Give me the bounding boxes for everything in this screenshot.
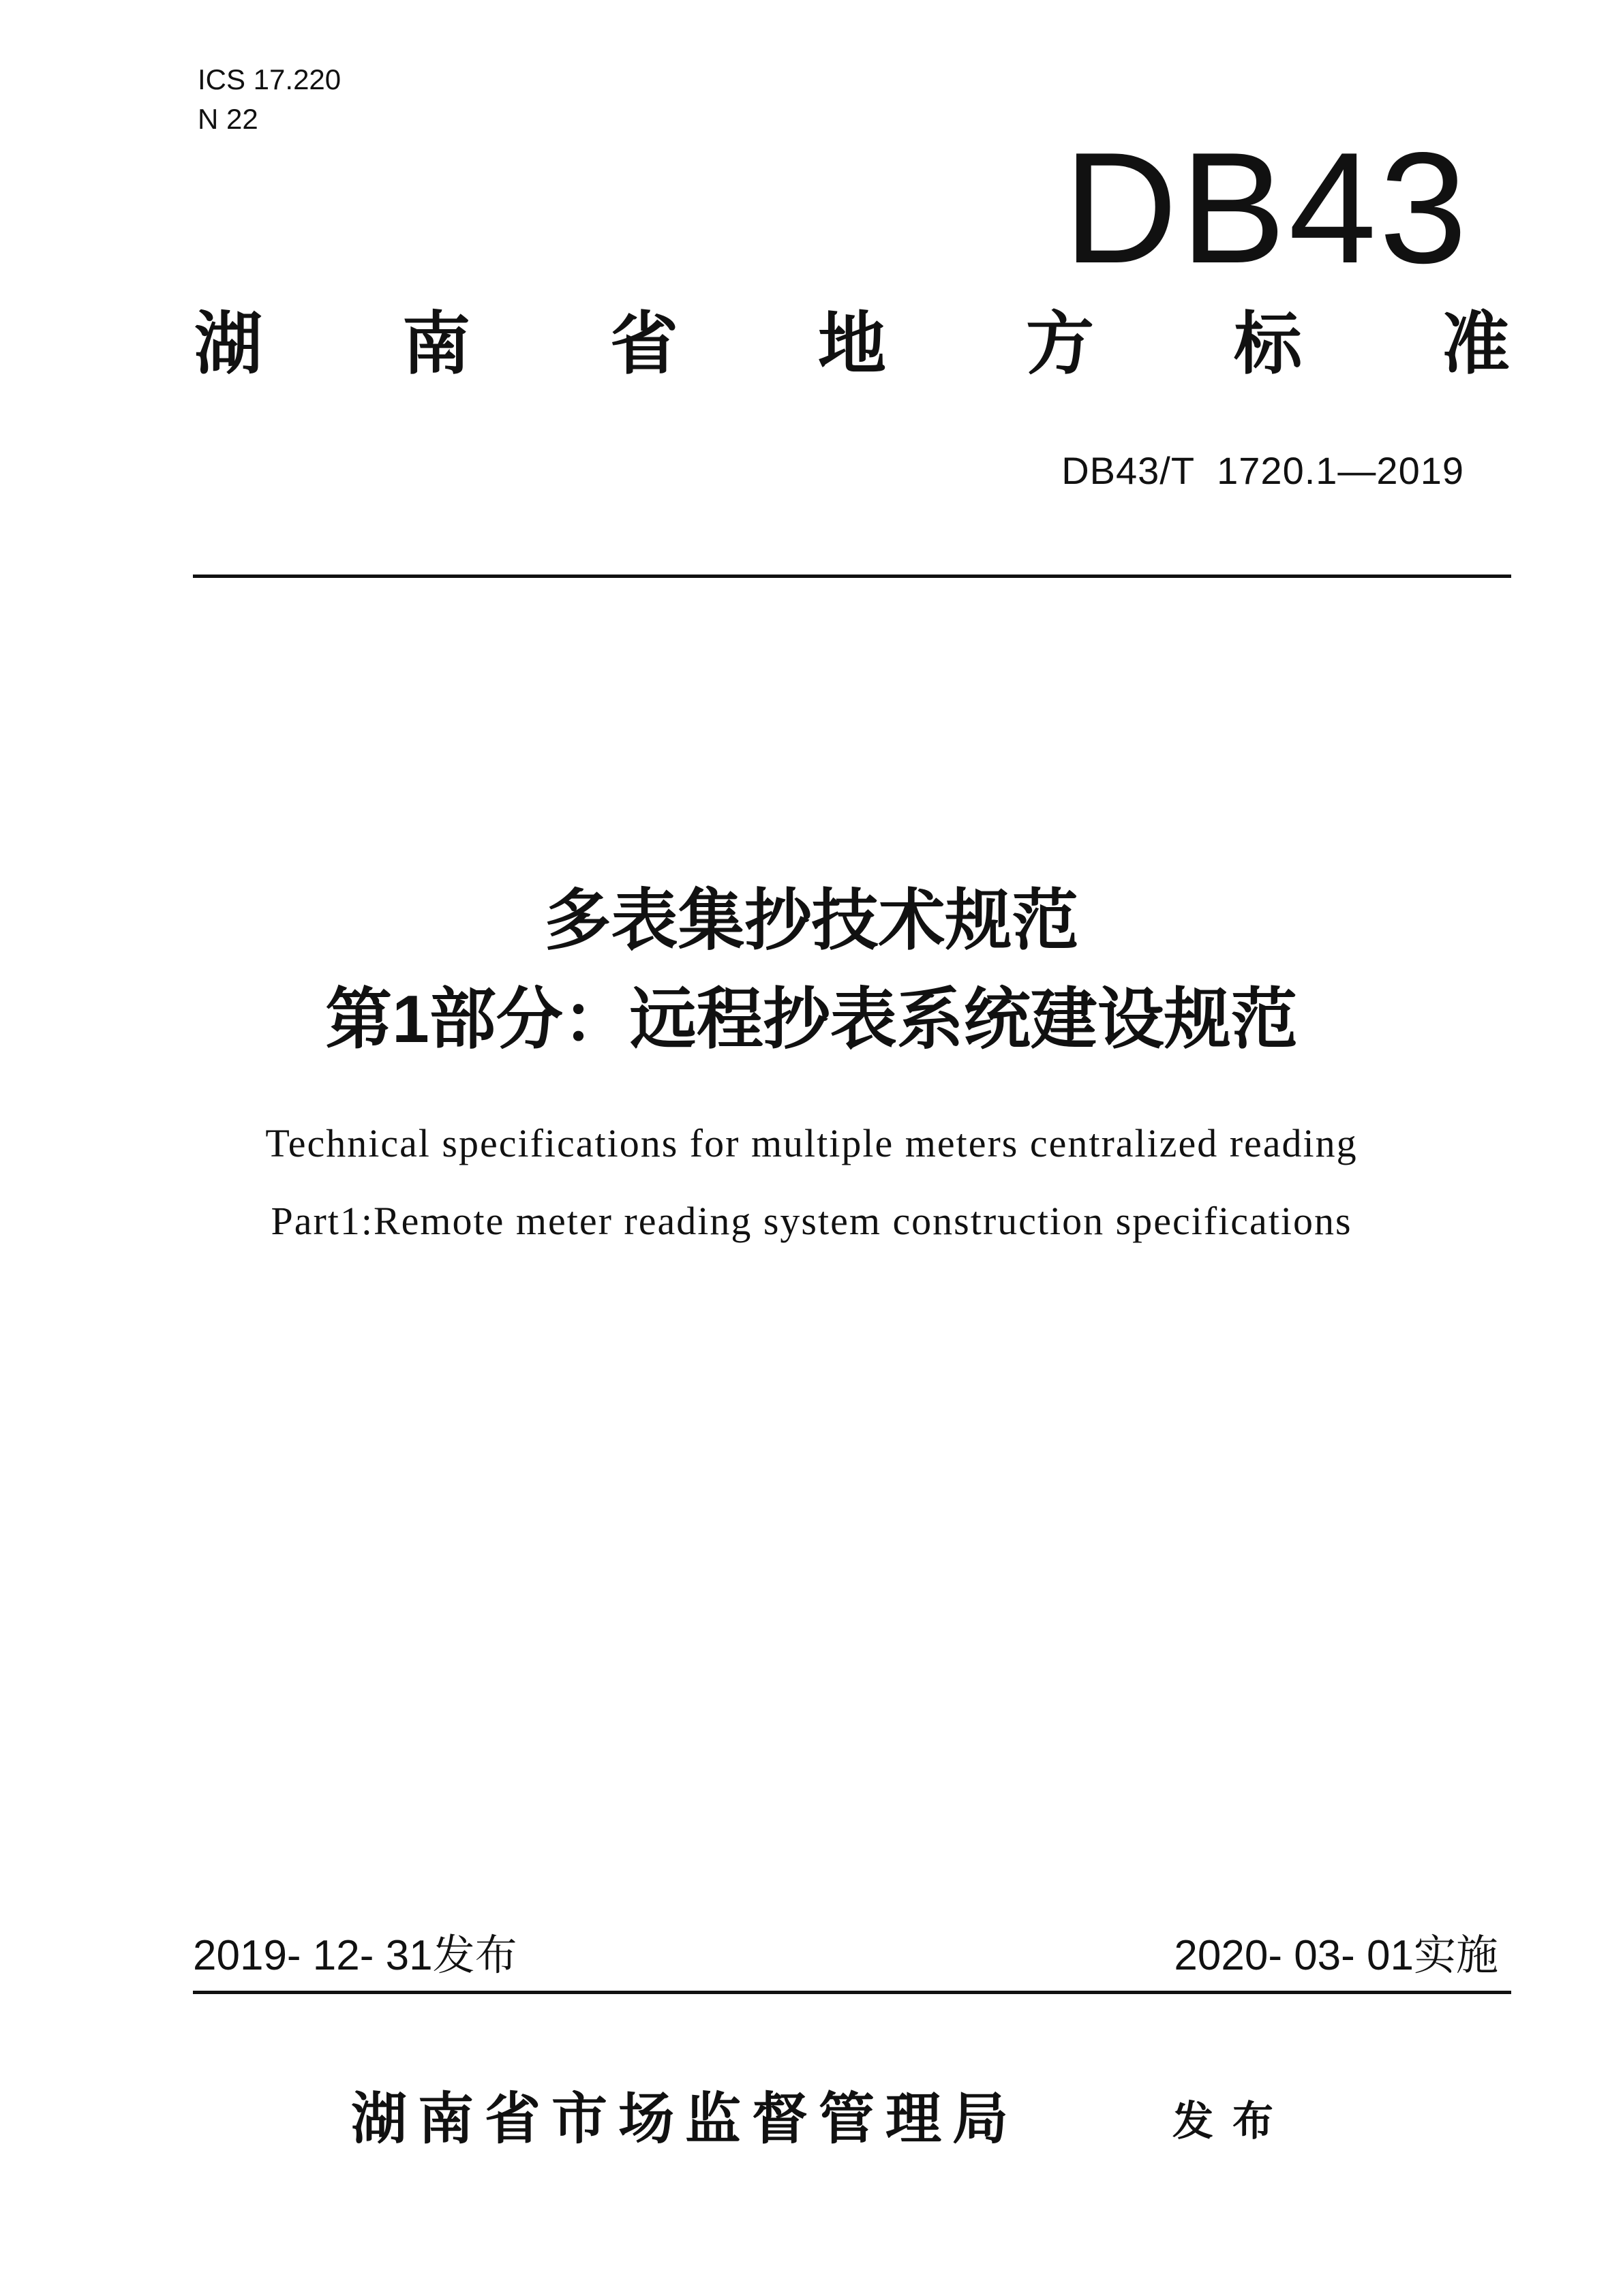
standard-type-char: 省 [610, 306, 678, 382]
standard-type-heading [194, 303, 1510, 385]
standard-code-mark: DB43 [1063, 120, 1470, 296]
title-cn-line2: 第1部分：远程抄表系统建设规范 [325, 981, 1298, 1056]
top-divider [193, 575, 1511, 578]
issue-date: 2019- 12- 31发布 [193, 1932, 517, 1979]
standard-type-char: 南 [402, 306, 470, 382]
standard-number: DB43/T 1720.1—2019 [1061, 449, 1464, 492]
implementation-date: 2020- 03- 01实施 [1174, 1932, 1498, 1979]
title-cn-line1: 多表集抄技术规范 [544, 883, 1079, 958]
standard-type-char: 准 [1442, 306, 1510, 382]
standard-type-char: 方 [1026, 306, 1094, 382]
title-en-line1: Technical specifications for multiple meters centralized reading [265, 1121, 1358, 1165]
ccs-code: N 22 [198, 103, 258, 135]
classification-block [198, 60, 341, 139]
publisher-name: 湖南省市场监督管理局 [351, 2088, 1020, 2150]
title-en-line2: Part1:Remote meter reading system construction specifications [271, 1199, 1352, 1243]
standard-type-char: 地 [818, 306, 886, 382]
standard-type-char: 湖 [194, 306, 262, 382]
bottom-divider [193, 1991, 1511, 1994]
standard-type-char: 标 [1234, 306, 1302, 382]
publish-label: 发布 [1172, 2098, 1292, 2144]
ics-code: ICS 17.220 [198, 63, 342, 95]
